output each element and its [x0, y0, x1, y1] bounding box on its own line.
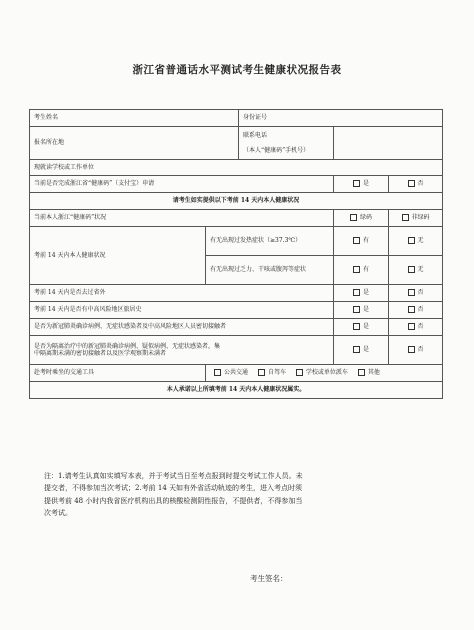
table-row	[30, 176, 443, 193]
none-option[interactable]: 无	[389, 256, 443, 285]
checkbox[interactable]	[408, 180, 415, 187]
risk-area-label: 考前 14 天内是否有中高风险地区旅居史	[30, 302, 334, 319]
checkbox[interactable]	[353, 346, 360, 353]
table-row	[30, 127, 443, 160]
health-code-status-label: 当前本人浙江“健康码”状况	[30, 210, 334, 227]
school-car-option[interactable]: 学校或单位派车	[296, 369, 348, 377]
table-row	[30, 319, 443, 336]
yes-option[interactable]: 是	[334, 319, 389, 336]
checkbox[interactable]	[214, 369, 221, 376]
school-label: 现就读学校或工作单位	[30, 160, 443, 176]
table-row	[30, 110, 443, 127]
form-title: 浙江省普通话水平测试考生健康状况报告表	[132, 64, 342, 76]
yes-option[interactable]: 是	[334, 302, 389, 319]
no-option[interactable]: 否	[389, 302, 443, 319]
no-option[interactable]: 否	[389, 336, 443, 365]
transport-options	[206, 365, 443, 382]
table-row	[30, 193, 443, 210]
non-green-code-option[interactable]: 非绿码	[389, 210, 443, 227]
phone-cell	[239, 127, 334, 160]
table-row	[30, 227, 443, 256]
phone-value[interactable]	[334, 127, 443, 160]
no-option[interactable]: 否	[389, 319, 443, 336]
id-label: 身份证号	[239, 110, 334, 127]
health-code-applied-label: 当前是否完成浙江省“健康码”（支付宝）申请	[30, 176, 334, 193]
table-row	[30, 336, 443, 365]
checkbox[interactable]	[408, 289, 415, 296]
none-option[interactable]: 无	[389, 227, 443, 256]
checkbox[interactable]	[408, 346, 415, 353]
checkbox[interactable]	[353, 180, 360, 187]
health-status-label: 考前 14 天内本人健康状况	[30, 227, 206, 285]
checkbox[interactable]	[402, 214, 409, 221]
checkbox[interactable]	[408, 266, 415, 273]
green-code-option[interactable]: 绿码	[334, 210, 389, 227]
checkbox[interactable]	[353, 237, 360, 244]
phone-note: （本人“健康码”手机号）	[243, 146, 310, 154]
checkbox[interactable]	[258, 369, 265, 376]
checkbox[interactable]	[350, 214, 357, 221]
out-of-province-label: 考前 14 天内是否去过省外	[30, 285, 334, 302]
transport-label: 赴考时乘坐的交通工具	[30, 365, 206, 382]
self-drive-option[interactable]: 自驾车	[258, 369, 286, 377]
isolation-label: 是否为隔离治疗中的新冠肺炎确诊病例、疑似病例、无症状感染者，集 中隔离期未满的密切接触者以及医学观察期未满者	[30, 336, 334, 365]
checkbox[interactable]	[296, 369, 303, 376]
pledge-statement: 本人承诺以上所填考前 14 天内本人健康状况属实。	[30, 382, 443, 399]
has-option[interactable]: 有	[334, 227, 389, 256]
checkbox[interactable]	[353, 289, 360, 296]
table-row	[30, 210, 443, 227]
no-option[interactable]: 否	[389, 176, 443, 193]
other-option[interactable]: 其他	[358, 369, 380, 377]
id-value[interactable]	[334, 110, 443, 127]
checkbox[interactable]	[408, 323, 415, 330]
checkbox[interactable]	[353, 323, 360, 330]
table-row	[30, 160, 443, 176]
table-row	[30, 365, 443, 382]
has-option[interactable]: 有	[334, 256, 389, 285]
yes-option[interactable]: 是	[334, 176, 389, 193]
residence-label: 报名所在地	[30, 127, 239, 160]
fever-label: 有无出现过发热症状（≥37.3℃）	[206, 227, 334, 256]
no-option[interactable]: 否	[389, 285, 443, 302]
fatigue-label: 有无出现过乏力、干咳或腹泻等症状	[206, 256, 334, 285]
table-row	[30, 285, 443, 302]
checkbox[interactable]	[358, 369, 365, 376]
table-row	[30, 302, 443, 319]
checkbox[interactable]	[408, 237, 415, 244]
signature-label: 考生签名：	[250, 574, 288, 583]
table-row	[30, 382, 443, 399]
close-contact-label: 是否为新冠肺炎确诊病例、无症状感染者及中高风险地区人员密切接触者	[30, 319, 334, 336]
yes-option[interactable]: 是	[334, 285, 389, 302]
health-report-table	[29, 109, 443, 399]
yes-option[interactable]: 是	[334, 336, 389, 365]
section-heading: 请考生如实提供以下考前 14 天内本人健康状况	[30, 193, 443, 210]
public-transport-option[interactable]: 公共交通	[214, 369, 248, 377]
phone-label: 联系电话	[243, 132, 268, 139]
name-label: 考生姓名	[30, 110, 239, 127]
checkbox[interactable]	[353, 306, 360, 313]
checkbox[interactable]	[353, 266, 360, 273]
checkbox[interactable]	[408, 306, 415, 313]
notes: 注：1.请考生认真如实填写本表，并于考试当日至考点报到时提交考试工作人员。未 提交者，不得参加当次考试；2.考前 14 天如有外省活动轨迹的考生，进入考点时须 提供考前 48 小时内我省医疗机构出具的核酸检测阴性报告，不提供者，不得参加当 次考试。	[44, 472, 303, 517]
